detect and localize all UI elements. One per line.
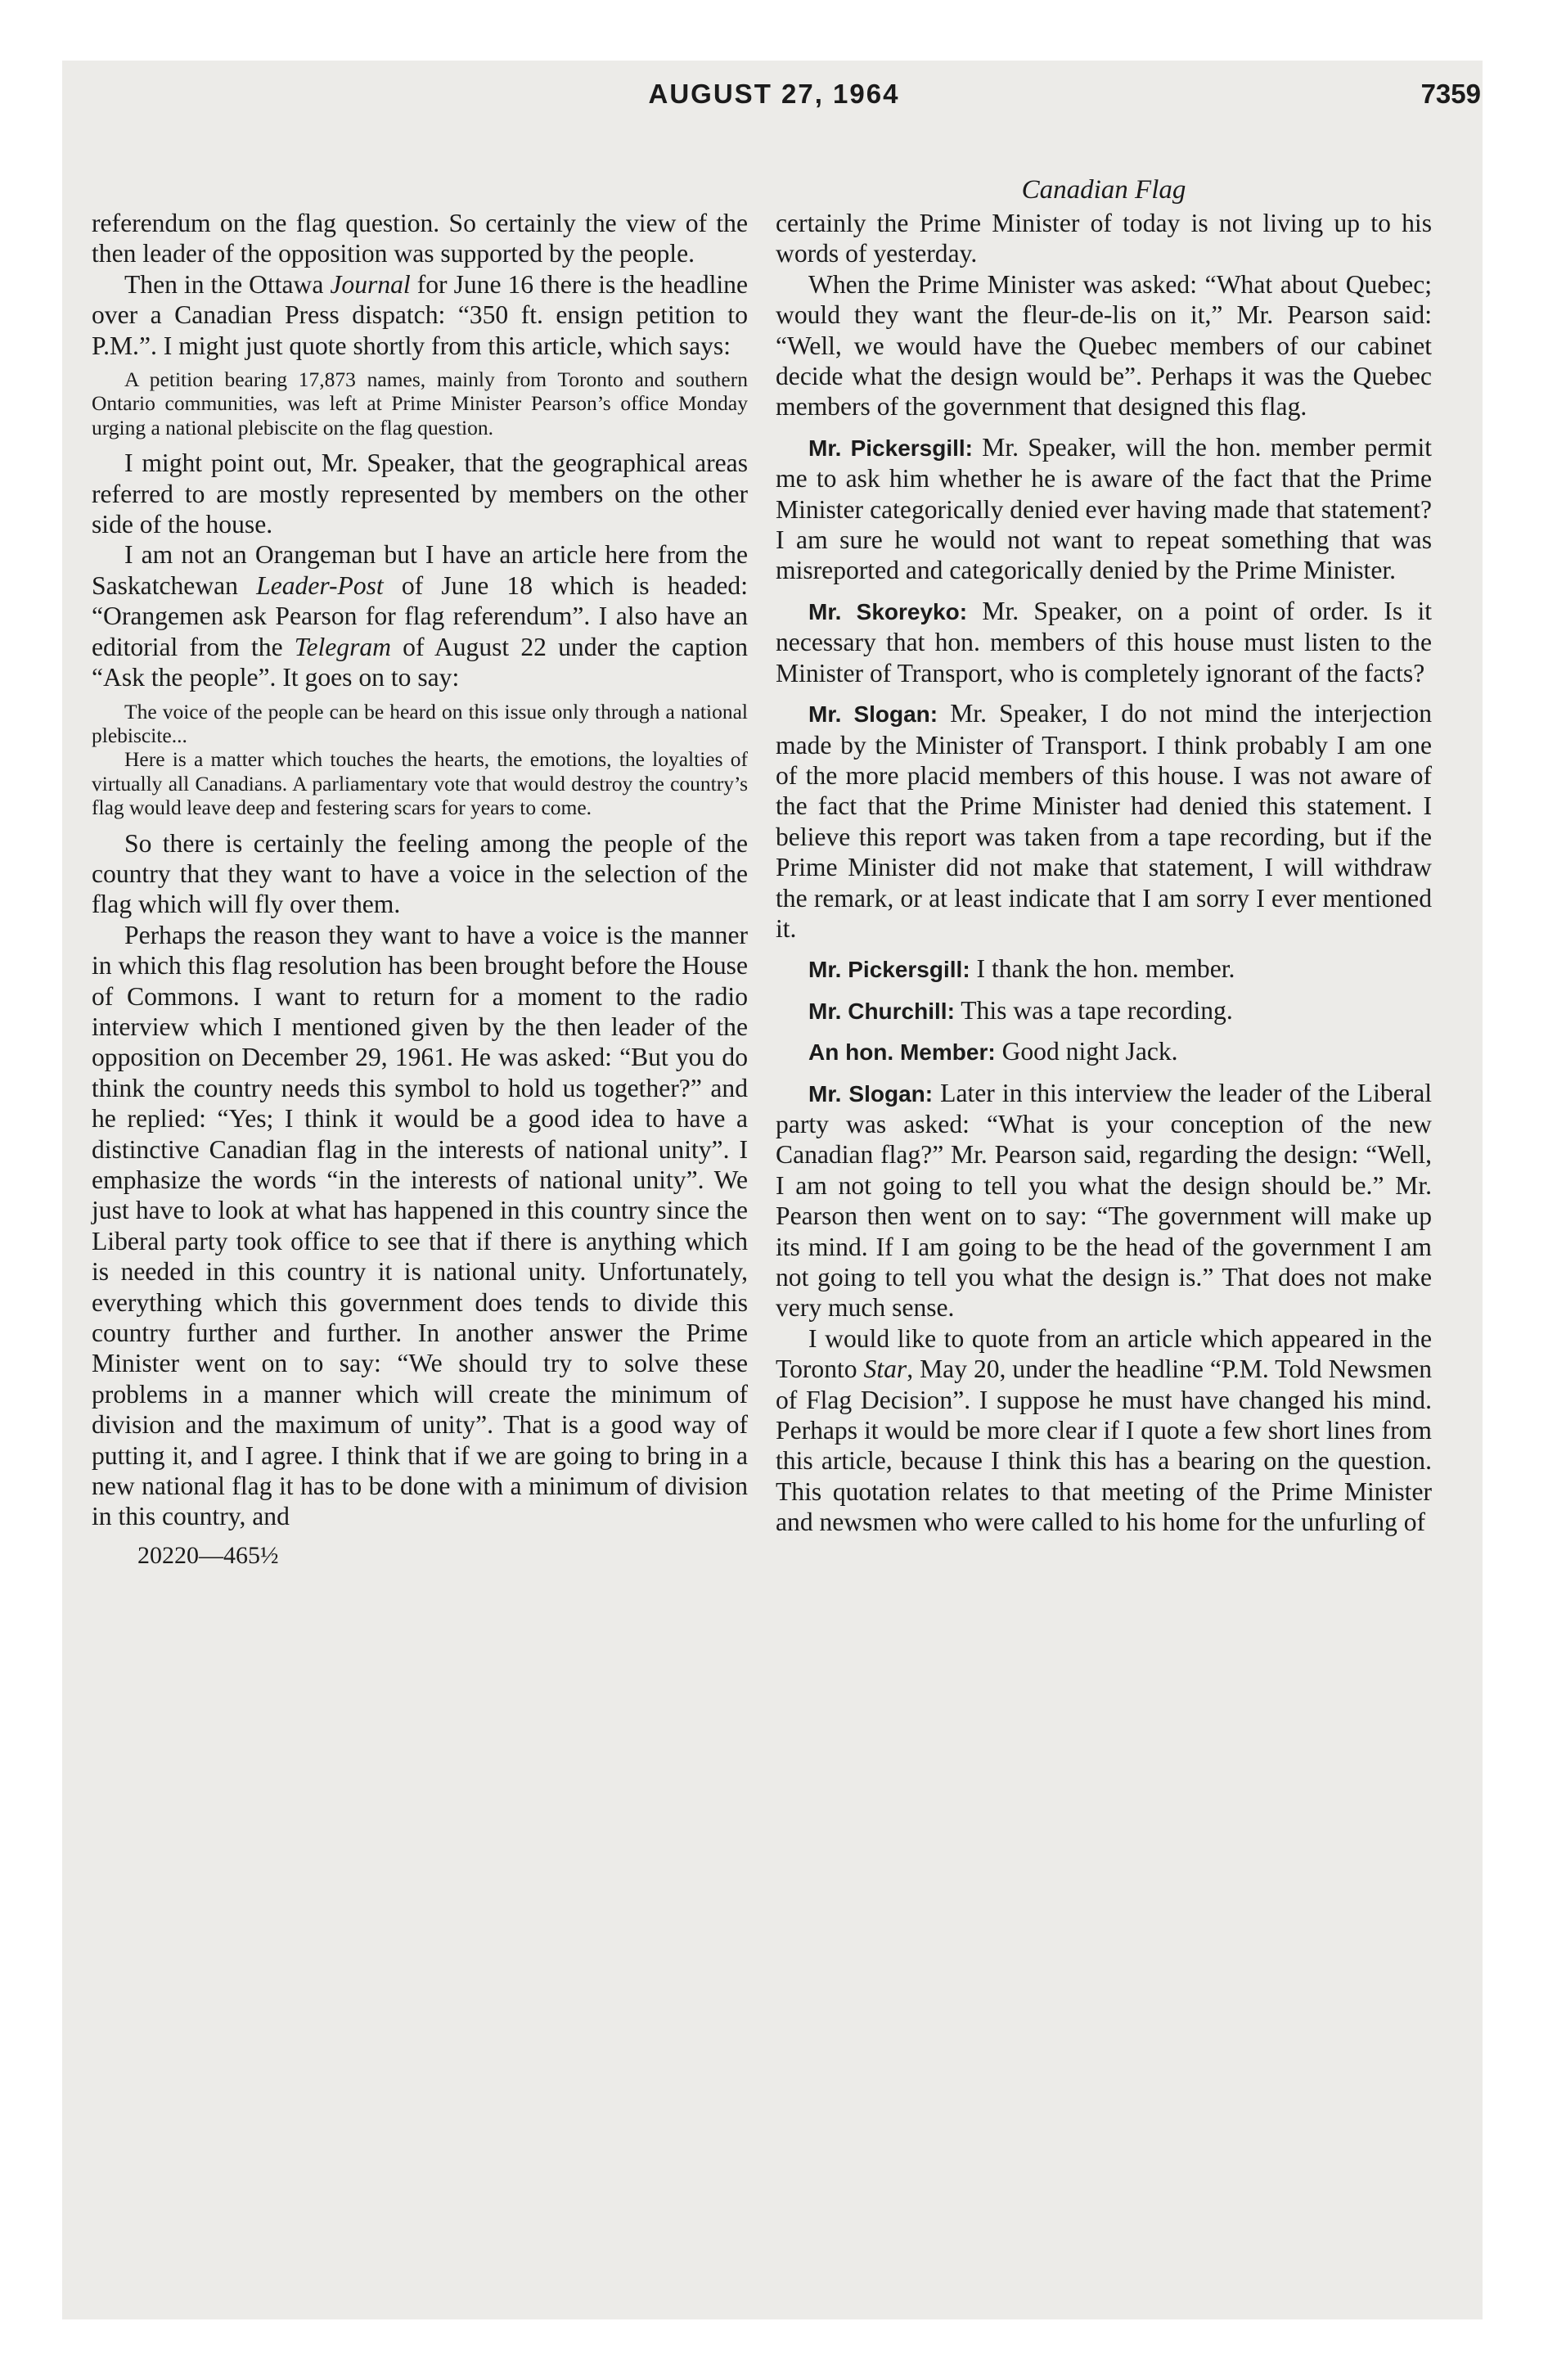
page-date: AUGUST 27, 1964: [648, 79, 900, 109]
page-header: [0, 79, 1548, 119]
speaker-paragraph: Mr. Slogan: Later in this interview the leader of the Liberal party was asked: “What is your conception of the new Canadian flag?” Mr. Pearson said, regarding the design: “Well, I am not going to tell you what the design should be.” Mr. Pearson then went on to say: “The government will make up its mind. If I am going to be the head of the government I am not going to tell you what the design is.” That does not make very much sense.: [776, 1078, 1432, 1323]
block-quote: [92, 367, 748, 439]
speaker-name: Mr. Skoreyko:: [808, 598, 968, 624]
paragraph: I would like to quote from an article which appeared in the Toronto Star, May 20, under the headline “P.M. Told Newsmen of Flag Decision”. I suppose he must have changed his mind. Perhaps it would be more clear if I quote a few short lines from this article, because I think this has a bearing on the question. This quotation relates to that meeting of the Prime Minister and newsmen who were called to his home for the unfurling of: [776, 1323, 1432, 1537]
speaker-name: Mr. Churchill:: [808, 998, 955, 1024]
page-number: 7359: [1420, 79, 1481, 109]
speaker-name: An hon. Member:: [808, 1039, 996, 1066]
paragraph: Perhaps the reason they want to have a voice is the manner in which this flag resolution has been brought before the House of Commons. I want to return for a moment to the radio interview which I mentioned given by the then leader of the opposition on December 29, 1961. He was asked: “But you do think the country needs this symbol to hold us together?” and he replied: “Yes; I think it would be a good idea to have a distinctive Canadian flag in the interests of national unity”. I emphasize the words “in the interests of national unity”. We just have to look at what has happened in this country since the Liberal party took office to see that if there is anything which is needed in this country it is national unity. Unfortunately, everything which this government does tends to divide this country further and further. In another answer the Prime Minister went on to say: “We should try to solve these problems in a manner which will create the minimum of division and the maximum of unity”. That is a good way of putting it, and I agree. I think that if we are going to bring in a new national flag it has to be done with a minimum of division in this country, and: [92, 920, 748, 1531]
quote-text: Here is a matter which touches the hearts, the emotions, the loyalties of virtually all Canadians. A parliamentary vote that would destroy the country’s flag would leave deep and festering scars for years to come.: [92, 747, 748, 820]
speaker-paragraph: Mr. Slogan: Mr. Speaker, I do not mind the interjection made by the Minister of Transport. I think probably I am one of the more placid members of this house. I was not aware of the fact that the Prime Minister had denied this statement. I believe this report was taken from a tape recording, but if the Prime Minister did not make that statement, I will withdraw the remark, or at least indicate that I am sorry I ever mentioned it.: [776, 699, 1432, 943]
paragraph: referendum on the flag question. So certainly the view of the then leader of the opposition was supported by the people.: [92, 209, 748, 268]
speaker-name: Mr. Slogan:: [808, 701, 938, 728]
paragraph: Then in the Ottawa Journal for June 16 there is the headline over a Canadian Press dispatch: “350 ft. ensign petition to P.M.”. I might just quote shortly from this article, which says:: [92, 269, 748, 360]
speaker-paragraph: Mr. Churchill: This was a tape recording.: [808, 995, 1233, 1025]
publication-name: Leader-Post: [256, 570, 384, 600]
quote-text: A petition bearing 17,873 names, mainly from Toronto and southern Ontario communities, was left at Prime Minister Pearson’s office Monday urging a national plebiscite on the flag question.: [92, 367, 748, 439]
paragraph: I might point out, Mr. Speaker, that the geographical areas referred to are mostly represented by members on the other side of the house.: [92, 449, 748, 539]
paragraph: When the Prime Minister was asked: “What about Quebec; would they want the fleur-de-lis on it,” Mr. Pearson said: “Well, we would have the Quebec members of our cabinet decide what the design would be”. Perhaps it was the Quebec members of the government that designed this flag.: [776, 269, 1432, 421]
sheet-reference: 20220—465½: [137, 1541, 279, 1569]
paragraph: certainly the Prime Minister of today is not living up to his words of yesterday.: [776, 209, 1432, 268]
running-head: Canadian Flag: [1021, 175, 1186, 205]
publication-name: Star: [863, 1355, 907, 1384]
speaker-name: Mr. Pickersgill:: [808, 957, 970, 983]
speaker-paragraph: Mr. Skoreyko: Mr. Speaker, on a point of order. Is it necessary that hon. members of this house must listen to the Minister of Transport, who is completely ignorant of the facts?: [776, 596, 1432, 687]
left-column: [92, 208, 748, 1571]
quote-text: The voice of the people can be heard on this issue only through a national plebiscite...: [92, 699, 748, 747]
speaker-paragraph: An hon. Member: Good night Jack.: [808, 1037, 1178, 1066]
publication-name: Journal: [330, 269, 411, 299]
speaker-paragraph: Mr. Pickersgill: I thank the hon. member.: [808, 954, 1235, 984]
paragraph: I am not an Orangeman but I have an article here from the Saskatchewan Leader-Post of June 18 which is headed: “Orangemen ask Pearson for flag referendum”. I also have an editorial from the Telegram of August 22 under the caption “Ask the people”. It goes on to say:: [92, 540, 748, 692]
right-column: [776, 174, 1432, 1538]
paragraph: So there is certainly the feeling among the people of the country that they want to have a voice in the selection of the flag which will fly over them.: [92, 828, 748, 919]
block-quote: [92, 700, 748, 820]
publication-name: Telegram: [294, 632, 391, 661]
speaker-paragraph: Mr. Pickersgill: Mr. Speaker, will the hon. member permit me to ask him whether he is aware of the fact that the Prime Minister categorically denied ever having made that statement? I am sure he would not want to repeat something that was misreported and categorically denied by the Prime Minister.: [776, 432, 1433, 585]
speaker-name: Mr. Pickersgill:: [808, 435, 974, 461]
speaker-name: Mr. Slogan:: [808, 1080, 934, 1107]
